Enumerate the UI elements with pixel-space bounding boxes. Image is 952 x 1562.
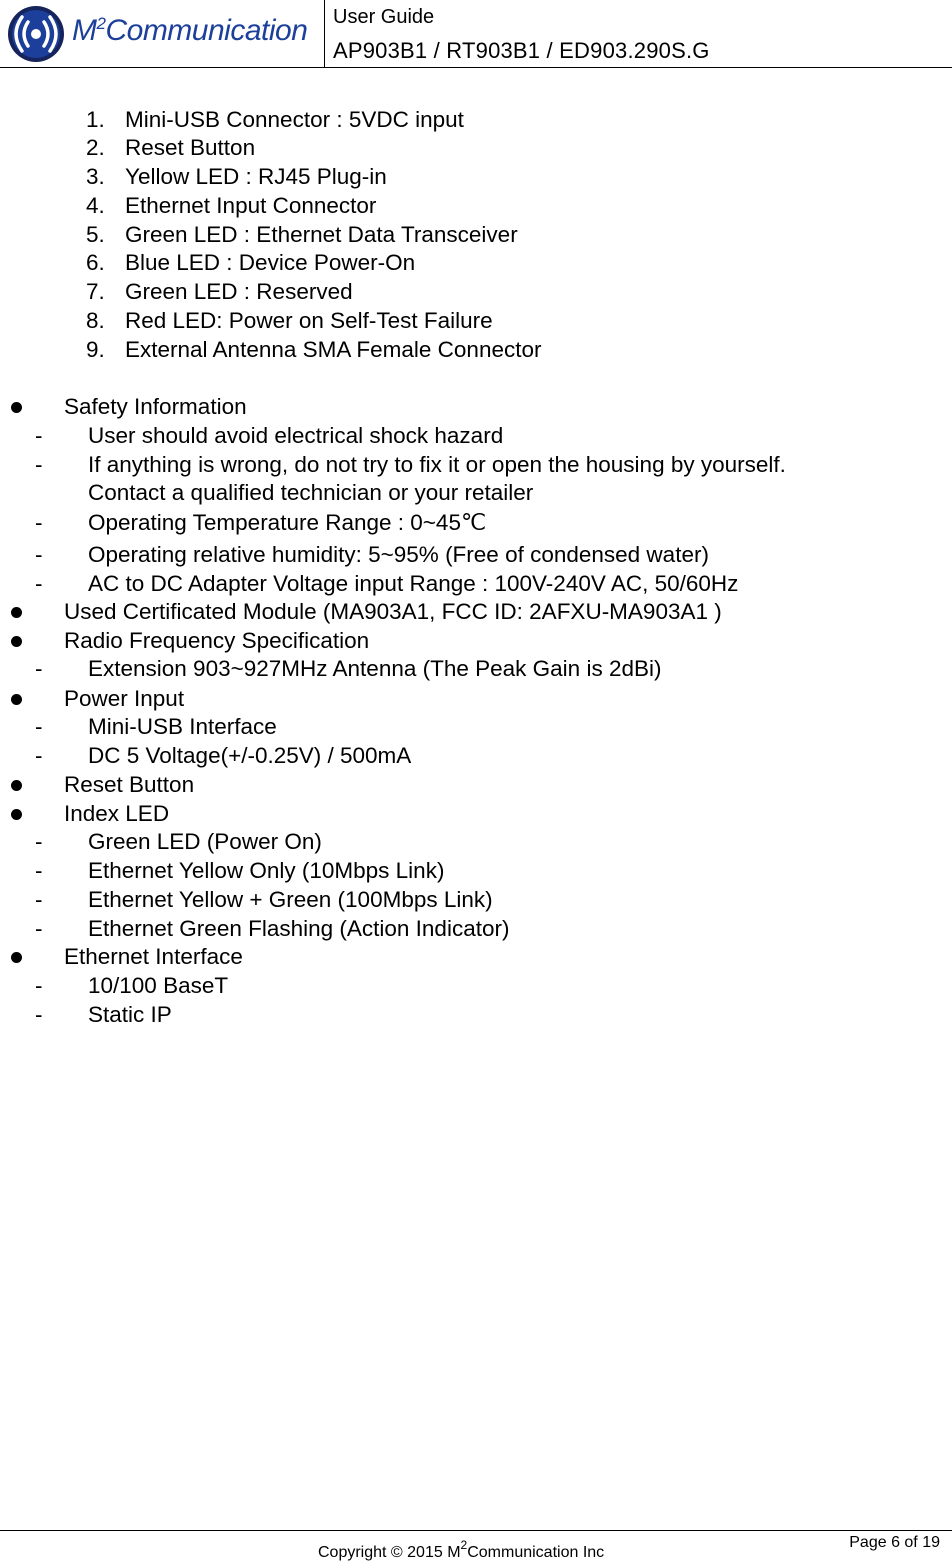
bullet-icon [11, 952, 22, 963]
company-logo [0, 0, 325, 67]
page-header [0, 0, 952, 68]
logo-emblem-icon [6, 4, 66, 64]
bullet-icon [11, 694, 22, 705]
bullet-icon [11, 636, 22, 647]
logo-wordmark: $M^2Communication$ [72, 14, 308, 47]
bullet-icon [11, 809, 22, 820]
footer-divider [0, 1530, 952, 1531]
bullet-icon [11, 607, 22, 618]
footer-copyright: Copyright © 2015 $M^2Communication$ Inc [318, 1538, 605, 1561]
document-type: User Guide [333, 6, 435, 28]
model-numbers: AP903B1 / RT903B1 / ED903.290S.G [333, 38, 710, 63]
bullet-icon [11, 780, 22, 791]
page-number: Page 6 of 19 [849, 1534, 940, 1551]
bullet-icon [11, 402, 22, 413]
